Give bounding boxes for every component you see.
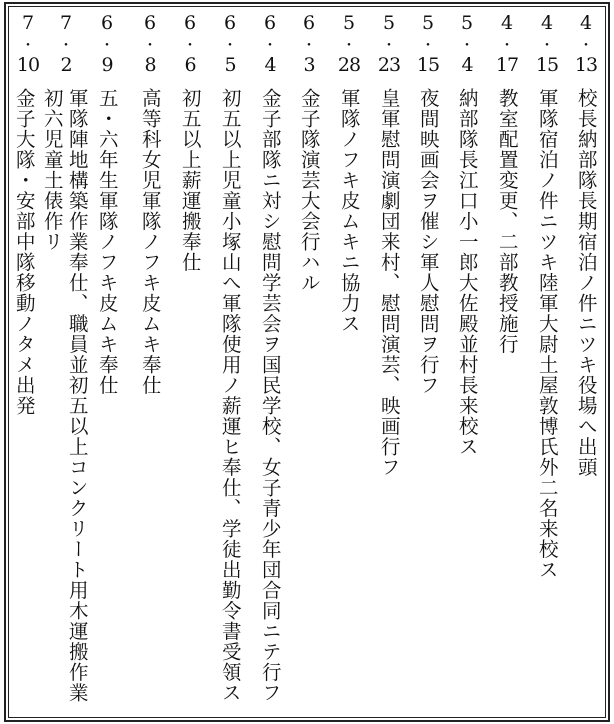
entry-text: 五・六年生軍隊ノフキ皮ムキ奉仕 (95, 88, 119, 396)
date-separator: ・ (21, 38, 35, 54)
entry-date (572, 14, 600, 75)
entry-date (493, 14, 521, 75)
date-separator: ・ (302, 38, 316, 54)
date-month: 4 (500, 12, 514, 34)
date-separator: ・ (540, 38, 554, 54)
entry-date (256, 14, 284, 75)
entry-date (335, 14, 363, 75)
entry-date (176, 14, 204, 75)
date-month: 5 (421, 12, 435, 34)
date-month: 5 (460, 12, 474, 34)
entry-text: 教室配置変更、二部教授施行 (495, 88, 519, 355)
entry-date (453, 14, 481, 75)
date-month: 6 (223, 12, 237, 34)
date-month: 6 (302, 12, 316, 34)
date-day: 10 (16, 54, 40, 76)
date-day: 28 (337, 54, 361, 76)
date-day: 15 (416, 54, 440, 76)
entry-date (533, 14, 561, 75)
entry-text: 金子隊演芸大会行ハル (297, 88, 321, 293)
entry-date (14, 14, 42, 75)
entry-date (136, 14, 164, 75)
date-day: 8 (144, 54, 156, 76)
date-separator: ・ (421, 38, 435, 54)
entry-text: 初五以上薪運搬奉仕 (178, 88, 202, 273)
date-month: 6 (263, 12, 277, 34)
date-day: 9 (101, 54, 113, 76)
date-day: 15 (535, 54, 559, 76)
date-month: 6 (183, 12, 197, 34)
entry-text: 金子部隊ニ対シ慰問学芸会ヲ国民学校、女子青少年団合同ニテ行フ (258, 88, 282, 703)
entry-text: 初五以上児童小塚山へ軍隊使用ノ薪運ヒ奉仕、学徒出勤令書受領ス (218, 88, 242, 703)
date-month: 4 (540, 12, 554, 34)
date-separator: ・ (59, 38, 73, 54)
date-separator: ・ (223, 38, 237, 54)
entry-date (375, 14, 403, 75)
entry-text: 軍隊宿泊ノ件ニツキ陸軍大尉土屋敦博氏外二名来校ス (535, 88, 559, 580)
date-separator: ・ (263, 38, 277, 54)
entry-date (216, 14, 244, 75)
entry-text: 軍隊陣地構築作業奉仕、職員並初五以上コンクリート用木運搬作業 (65, 88, 89, 703)
date-month: 6 (100, 12, 114, 34)
date-month: 7 (21, 12, 35, 34)
date-day: 5 (224, 54, 236, 76)
date-separator: ・ (183, 38, 197, 54)
date-separator: ・ (342, 38, 356, 54)
date-month: 4 (579, 12, 593, 34)
entry-text: 納部隊長江口小一郎大佐殿並村長来校ス (455, 88, 479, 457)
date-separator: ・ (460, 38, 474, 54)
entry-text: 金子大隊・安部中隊移動ノタメ出発 (12, 88, 36, 416)
date-month: 5 (342, 12, 356, 34)
entry-date (93, 14, 121, 75)
entry-text: 夜間映画会ヲ催シ軍人慰問ヲ行フ (416, 88, 440, 396)
date-separator: ・ (500, 38, 514, 54)
entry-date (52, 14, 80, 75)
entry-text: 初六児童土俵作リ (40, 88, 64, 252)
date-separator: ・ (382, 38, 396, 54)
entry-date (414, 14, 442, 75)
date-separator: ・ (579, 38, 593, 54)
date-day: 2 (60, 54, 72, 76)
date-month: 7 (59, 12, 73, 34)
entry-text: 軍隊ノフキ皮ムキニ協力ス (337, 88, 361, 334)
date-separator: ・ (143, 38, 157, 54)
date-day: 4 (264, 54, 276, 76)
date-day: 6 (184, 54, 196, 76)
date-month: 6 (143, 12, 157, 34)
date-separator: ・ (100, 38, 114, 54)
date-month: 5 (382, 12, 396, 34)
date-day: 3 (303, 54, 315, 76)
entry-date (295, 14, 323, 75)
date-day: 13 (574, 54, 598, 76)
entry-text: 校長納部隊長期宿泊ノ件ニツキ役場へ出頭 (574, 88, 598, 478)
date-day: 23 (377, 54, 401, 76)
entry-text: 高等科女児軍隊ノフキ皮ムキ奉仕 (138, 88, 162, 396)
date-day: 4 (461, 54, 473, 76)
date-day: 17 (495, 54, 519, 76)
entry-text: 皇軍慰問演劇団来村、慰問演芸、映画行フ (377, 88, 401, 478)
